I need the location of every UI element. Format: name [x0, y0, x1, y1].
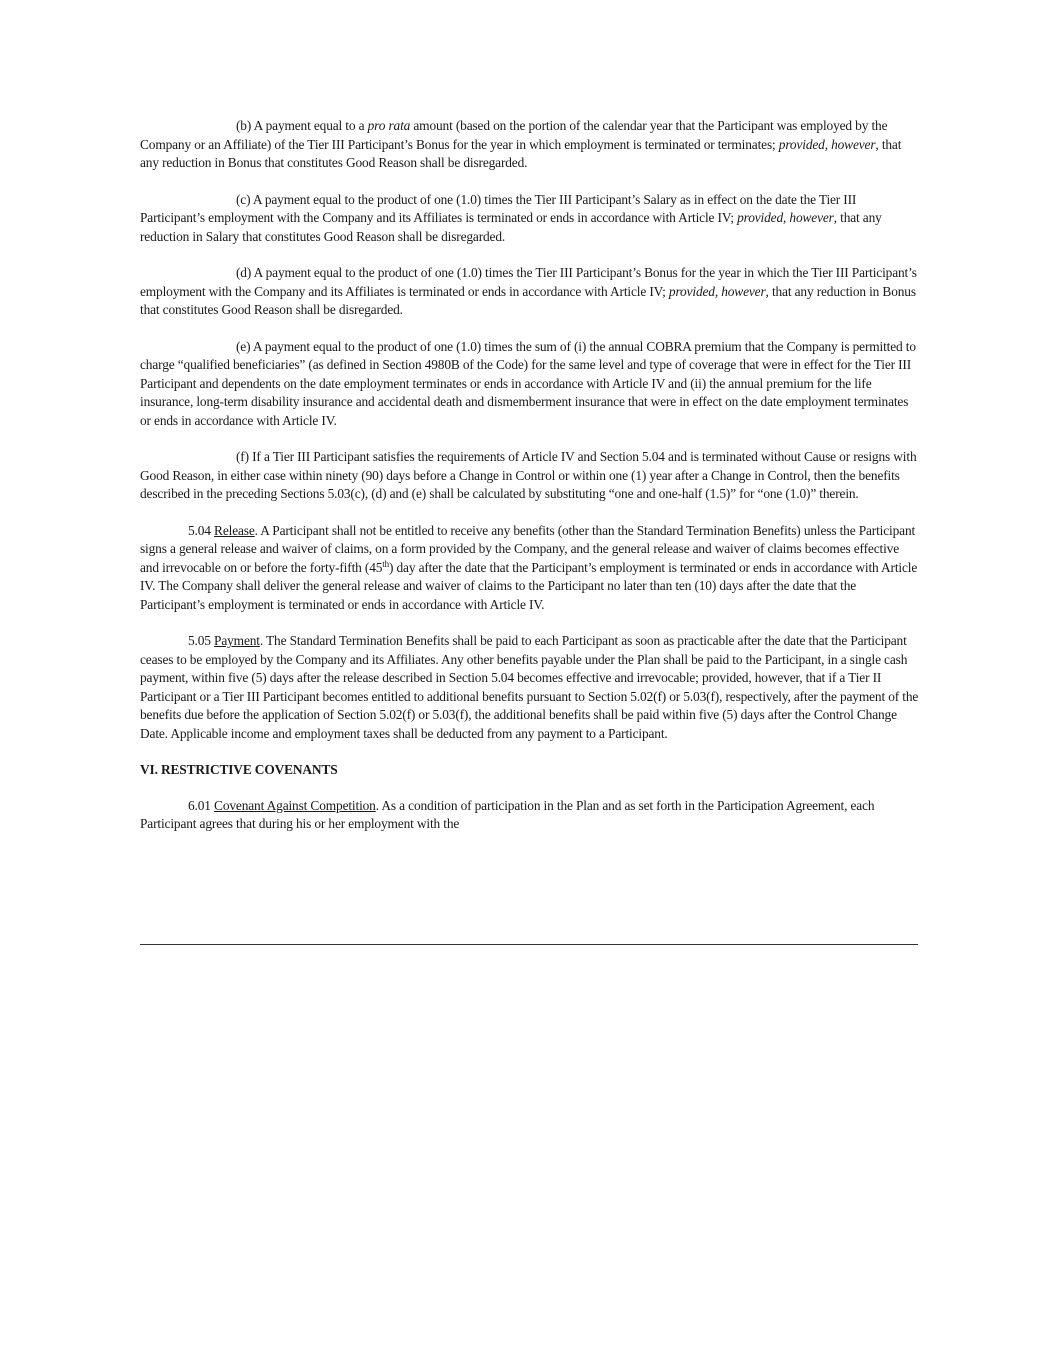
- emphasis-proviso: provided, however: [737, 210, 834, 225]
- section-title-payment: Payment: [214, 633, 260, 648]
- paragraph-5-03-d: (d) A payment equal to the product of one (1.0) times the Tier III Participant’s Bonus for the year in which the Tier III Participant’s employment with the Company and its Affiliates is terminated or ends in accordance with Article IV; provided, however, that any reduction in Bonus that constitutes Good Reason shall be disregarded.: [140, 265, 917, 317]
- emphasis-proviso: provided, however: [778, 136, 876, 152]
- paragraph-5-03-e: (e) A payment equal to the product of one (1.0) times the sum of (i) the annual COBRA premium that the Company is permitted to charge “qualified beneficiaries” (as defined in Section 4980B of the Code) for the same level and type of coverage that were in effect for the Tier III Participant and dependents on the date employment terminates or ends in accordance with Article IV and (ii) the annual premium for the life insurance, long-term disability insurance and accidental death and dismemberment insurance that were in effect on the date employment terminates or ends in accordance with Article IV.: [140, 338, 916, 428]
- section-number: 5.04: [188, 522, 215, 538]
- footer-rule: [140, 944, 918, 945]
- section-5-04-release: 5.04 Release. A Participant shall not be entitled to receive any benefits (other than the Standard Termination Benefits) unless the Participant signs a general release and waiver of claims, on a form provided by the Company, and the general release and waiver of claims becomes effective and irrevocable on or before the forty-fifth (45th) day after the date that the Participant’s employment is terminated or ends in accordance with Article IV. The Company shall deliver the general release and waiver of claims to the Participant no later than ten (10) days after the date that the Participant’s employment is terminated or ends in accordance with Article IV.: [140, 522, 918, 612]
- section-number: 5.05: [188, 633, 215, 648]
- section-number: 6.01: [188, 797, 215, 813]
- article-heading-restrictive-covenants: VI. RESTRICTIVE COVENANTS: [140, 762, 338, 777]
- section-title-release: Release: [214, 522, 255, 538]
- ordinal-superscript: th: [382, 558, 389, 569]
- emphasis-pro-rata: pro rata: [367, 118, 411, 133]
- section-6-01-covenant: 6.01 Covenant Against Competition. As a condition of participation in the Plan and as set forth in the Participation Agreement, each Participant agrees that during his or her employment with the: [140, 797, 875, 831]
- paragraph-5-03-f: (f) If a Tier III Participant satisfies the requirements of Article IV and Section 5.04 and is terminated without Cause or resigns with Good Reason, in either case within ninety (90) days before a Change in Control or within one (1) year after a Change in Control, then the benefits described in the preceding Sections 5.03(c), (d) and (e) shall be calculated by substituting “one and one-half (1.5)” for “one (1.0)” therein.: [140, 449, 917, 501]
- section-title-covenant: Covenant Against Competition: [214, 797, 376, 813]
- paragraph-5-03-c: (c) A payment equal to the product of one (1.0) times the Tier III Participant’s Salary as in effect on the date the Tier III Participant’s employment with the Company and its Affiliates is terminated or ends in accordance with Article IV; provided, however, that any reduction in Salary that constitutes Good Reason shall be disregarded.: [140, 191, 882, 244]
- emphasis-proviso: provided, however: [668, 283, 766, 299]
- document-body: [140, 117, 920, 852]
- section-5-05-payment: 5.05 Payment. The Standard Termination Benefits shall be paid to each Participant as soon as practicable after the date that the Participant ceases to be employed by the Company and its Affiliates. Any other benefits payable under the Plan shall be paid to the Participant, in a single cash payment, within five (5) days after the release described in Section 5.04 becomes effective and irrevocable; provided, however, that if a Tier II Participant or a Tier III Participant becomes entitled to additional benefits pursuant to Section 5.02(f) or 5.03(f), respectively, after the payment of the benefits due before the application of Section 5.02(f) or 5.03(f), the additional benefits shall be paid within five (5) days after the Control Change Date. Applicable income and employment taxes shall be deducted from any payment to a Participant.: [140, 633, 919, 741]
- paragraph-5-03-b: (b) A payment equal to a pro rata amount (based on the portion of the calendar year that the Participant was employed by the Company or an Affiliate) of the Tier III Participant’s Bonus for the year in which employment is terminated or terminates; provided, however, that any reduction in Bonus that constitutes Good Reason shall be disregarded.: [140, 118, 902, 170]
